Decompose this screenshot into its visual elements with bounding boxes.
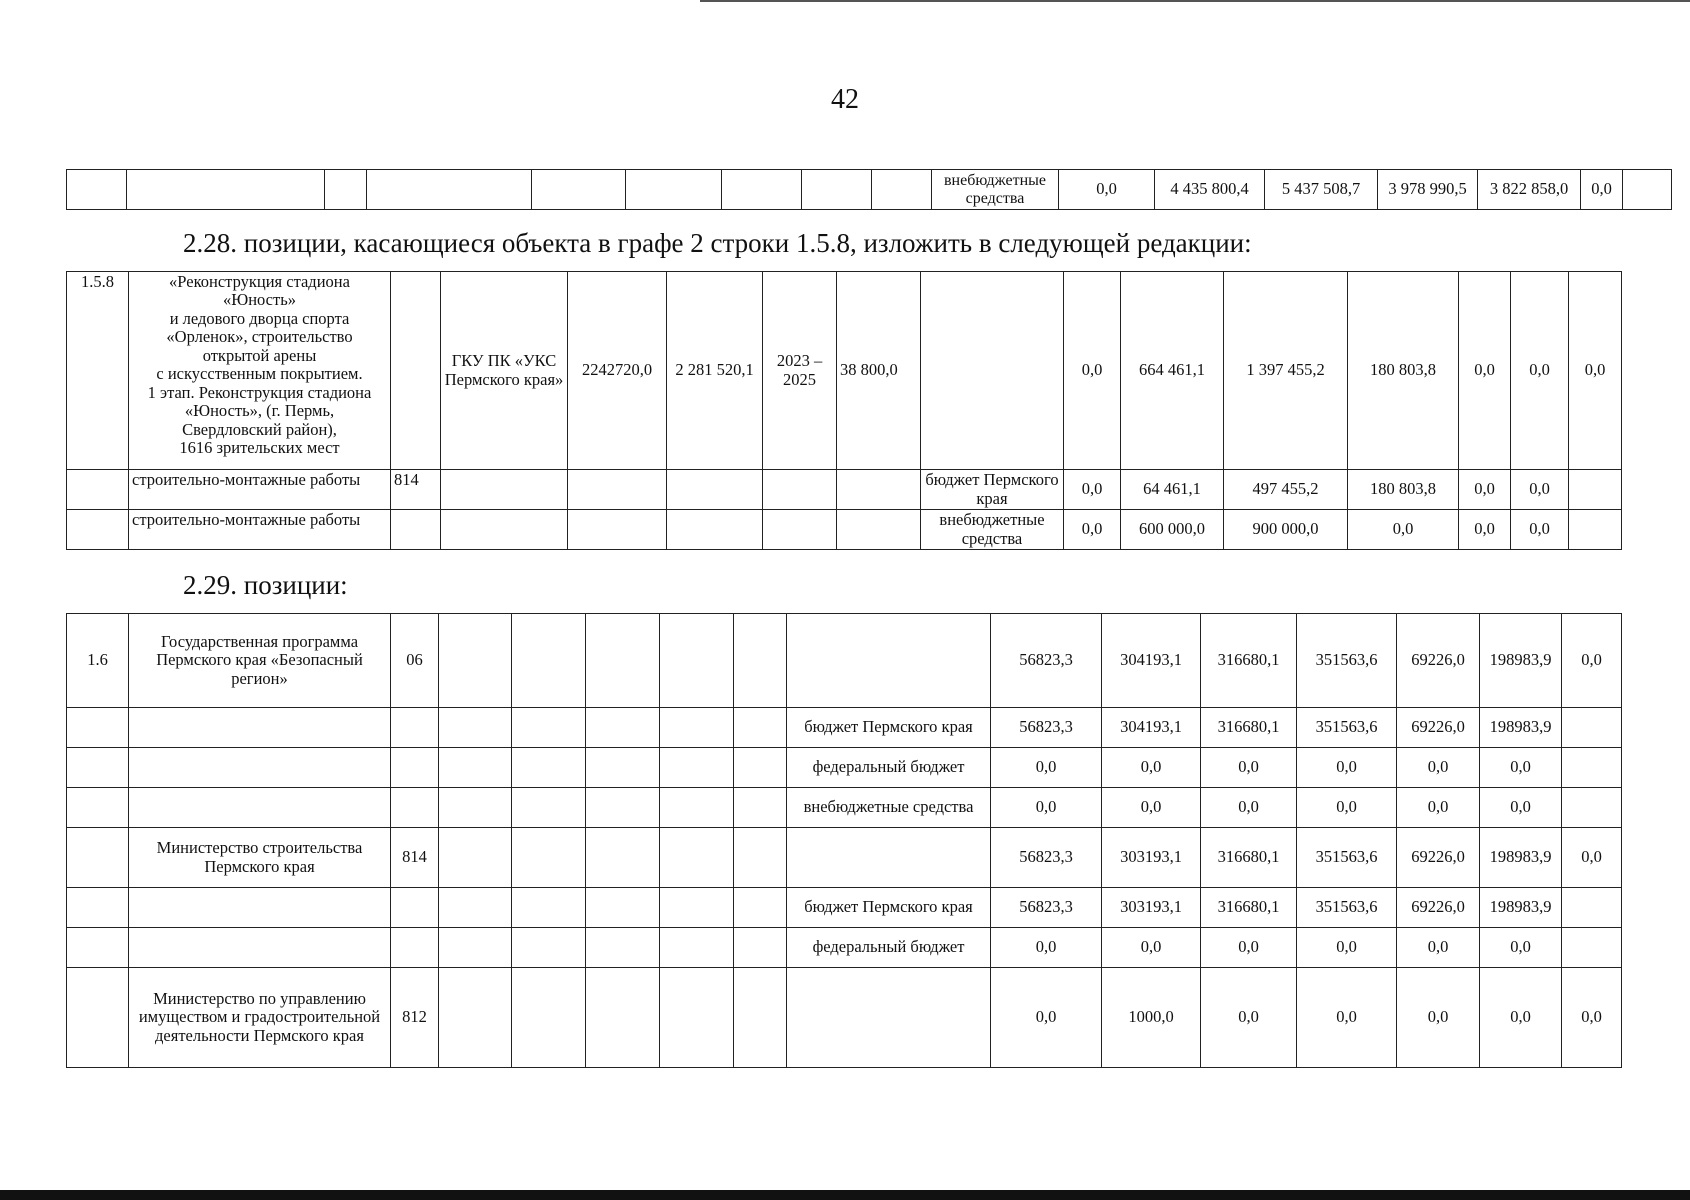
empty-cell (660, 708, 734, 748)
empty-cell (512, 928, 586, 968)
value-cell: 351563,6 (1297, 708, 1397, 748)
object-sub-row (67, 470, 1622, 510)
value-cell: 0,0 (1397, 968, 1480, 1068)
empty-cell (586, 888, 660, 928)
page-number: 42 (831, 84, 859, 115)
empty-cell (660, 748, 734, 788)
value-cell: 0,0 (991, 748, 1102, 788)
estimated-cost: 2242720,0 (568, 272, 667, 470)
value-cell: 351563,6 (1297, 888, 1397, 928)
scan-edge (0, 1190, 1690, 1200)
value-cell: 303193,1 (1102, 828, 1201, 888)
budget-code (391, 788, 439, 828)
funding-source: бюджет Пермского края (787, 708, 991, 748)
value-cell: 497 455,2 (1224, 470, 1348, 510)
empty-cell (660, 968, 734, 1068)
value-cell: 56823,3 (991, 828, 1102, 888)
empty-cell (586, 968, 660, 1068)
value-cell: 5 437 508,7 (1265, 170, 1378, 210)
value-cell: 0,0 (1511, 470, 1569, 510)
value-cell: 0,0 (1064, 272, 1121, 470)
program-row (67, 614, 1622, 708)
object-table-1-5-8 (66, 271, 1622, 550)
value-cell: 69226,0 (1397, 614, 1480, 708)
object-name-line: с искусственным покрытием. (156, 364, 363, 384)
value-cell: 0,0 (1562, 968, 1622, 1068)
section-heading-2-28: 2.28. позиции, касающиеся объекта в графе 2 строки 1.5.8, изложить в следующей редакции: (183, 228, 1252, 258)
empty-cell (439, 748, 512, 788)
object-name (129, 272, 391, 470)
value-cell (802, 170, 872, 210)
value-cell: 0,0 (1102, 928, 1201, 968)
row-number (67, 928, 129, 968)
value-cell (1562, 748, 1622, 788)
empty-cell (660, 828, 734, 888)
value-cell: 316680,1 (1201, 888, 1297, 928)
value-cell: 0,0 (1459, 272, 1511, 470)
value-cell: 69226,0 (1397, 708, 1480, 748)
object-name-line: «Реконструкция стадиона (169, 272, 350, 291)
empty-cell (439, 788, 512, 828)
row-number (67, 888, 129, 928)
program-row (67, 928, 1622, 968)
value-cell: 304193,1 (1102, 614, 1201, 708)
budget-code (391, 928, 439, 968)
object-main-row (67, 272, 1622, 470)
budget-code: 814 (391, 470, 441, 510)
top-rule (700, 0, 1690, 2)
empty-cell (512, 828, 586, 888)
value-cell: 0,0 (1201, 928, 1297, 968)
object-name-line: Свердловский район), (182, 419, 337, 439)
value-cell: 0,0 (991, 968, 1102, 1068)
value-cell: 600 000,0 (1121, 510, 1224, 550)
empty-cell (441, 510, 568, 550)
object-name-line: «Юность» (222, 290, 296, 310)
row-number (67, 788, 129, 828)
empty-cell (512, 748, 586, 788)
funding-source: внебюджетные средства (921, 510, 1064, 550)
value-cell (532, 170, 626, 210)
value-cell: 0,0 (1480, 968, 1562, 1068)
empty-cell (734, 828, 787, 888)
value-cell: 0,0 (1297, 928, 1397, 968)
empty-cell (734, 708, 787, 748)
value-cell: 1000,0 (1102, 968, 1201, 1068)
row-number (67, 828, 129, 888)
empty-cell (660, 788, 734, 828)
empty-cell (439, 928, 512, 968)
empty-cell (667, 470, 763, 510)
executor: ГКУ ПК «УКС Пермского края» (441, 272, 568, 470)
program-name (129, 748, 391, 788)
value-cell: 664 461,1 (1121, 272, 1224, 470)
value-cell: 0,0 (1201, 968, 1297, 1068)
empty-cell (441, 470, 568, 510)
empty-cell (512, 888, 586, 928)
program-row (67, 888, 1622, 928)
funding-source: бюджет Пермского края (787, 888, 991, 928)
value-cell: 0,0 (991, 928, 1102, 968)
empty-cell (586, 614, 660, 708)
value-cell: 180 803,8 (1348, 470, 1459, 510)
program-name: Министерство по управлению имуществом и градостроительной деятельности Пермского края (129, 968, 391, 1068)
value-cell: 56823,3 (991, 708, 1102, 748)
value-cell: 56823,3 (991, 888, 1102, 928)
value-cell: 0,0 (1102, 748, 1201, 788)
value-cell: 64 461,1 (1121, 470, 1224, 510)
period: 2023 – 2025 (763, 272, 837, 470)
value-cell: 0,0 (1297, 788, 1397, 828)
empty-cell (734, 888, 787, 928)
value-cell: 316680,1 (1201, 708, 1297, 748)
value-cell: 0,0 (1511, 272, 1569, 470)
budget-code: 812 (391, 968, 439, 1068)
value-cell: 0,0 (1397, 928, 1480, 968)
value-cell: 0,0 (1059, 170, 1155, 210)
value-cell: 0,0 (1397, 748, 1480, 788)
row-number (67, 968, 129, 1068)
value-cell (1623, 170, 1672, 210)
empty-cell (439, 968, 512, 1068)
value-cell: 198983,9 (1480, 888, 1562, 928)
empty-cell (763, 510, 837, 550)
row-number (67, 470, 129, 510)
funding-source (921, 272, 1064, 470)
program-row (67, 828, 1622, 888)
value-cell: 0,0 (1459, 470, 1511, 510)
previous-value: 38 800,0 (837, 272, 921, 470)
empty-cell (763, 470, 837, 510)
value-cell (127, 170, 325, 210)
empty-cell (512, 788, 586, 828)
program-name: Государственная программа Пермского края «Безопасный регион» (129, 614, 391, 708)
value-cell (872, 170, 932, 210)
value-cell (1562, 788, 1622, 828)
value-cell: 3 822 858,0 (1478, 170, 1581, 210)
empty-cell (586, 828, 660, 888)
value-cell: 3 978 990,5 (1378, 170, 1478, 210)
value-cell: 0,0 (1480, 748, 1562, 788)
value-cell (1562, 928, 1622, 968)
funding-source: бюджет Пермского края (921, 470, 1064, 510)
object-name-line: «Орленок», строительство (166, 327, 353, 347)
empty-cell (586, 788, 660, 828)
value-cell: 0,0 (1480, 928, 1562, 968)
value-cell: 0,0 (1297, 748, 1397, 788)
continuation-row (67, 170, 1672, 210)
value-cell: 0,0 (1459, 510, 1511, 550)
row-number (67, 708, 129, 748)
value-cell: 180 803,8 (1348, 272, 1459, 470)
value-cell: 351563,6 (1297, 828, 1397, 888)
funding-source (787, 828, 991, 888)
total-cost: 2 281 520,1 (667, 272, 763, 470)
value-cell (722, 170, 802, 210)
value-cell: 0,0 (1480, 788, 1562, 828)
value-cell: 69226,0 (1397, 828, 1480, 888)
object-name-line: «Юность», (г. Пермь, (184, 401, 335, 421)
value-cell: 0,0 (1511, 510, 1569, 550)
empty-cell (837, 470, 921, 510)
empty-cell (568, 470, 667, 510)
funding-source: внебюджетные средства (787, 788, 991, 828)
budget-code: 06 (391, 614, 439, 708)
row-number: 1.6 (67, 614, 129, 708)
value-cell (1562, 888, 1622, 928)
value-cell (1569, 510, 1622, 550)
value-cell: 0,0 (1562, 614, 1622, 708)
budget-code (391, 510, 441, 550)
value-cell: 56823,3 (991, 614, 1102, 708)
value-cell: 351563,6 (1297, 614, 1397, 708)
value-cell (367, 170, 532, 210)
object-name-line: открытой арены (202, 345, 317, 365)
row-number (67, 510, 129, 550)
value-cell (325, 170, 367, 210)
empty-cell (734, 788, 787, 828)
program-name (129, 708, 391, 748)
value-cell: 0,0 (991, 788, 1102, 828)
empty-cell (512, 968, 586, 1068)
funding-source (787, 968, 991, 1068)
row-number (67, 748, 129, 788)
program-row (67, 748, 1622, 788)
empty-cell (734, 928, 787, 968)
empty-cell (439, 888, 512, 928)
value-cell: 1 397 455,2 (1224, 272, 1348, 470)
funding-source: внебюджетные средства (932, 170, 1059, 210)
empty-cell (512, 614, 586, 708)
value-cell: 316680,1 (1201, 828, 1297, 888)
budget-code: 814 (391, 828, 439, 888)
value-cell (1569, 470, 1622, 510)
value-cell (1562, 708, 1622, 748)
empty-cell (586, 748, 660, 788)
object-name-line: 1616 зрительских мест (179, 438, 340, 458)
value-cell: 0,0 (1201, 788, 1297, 828)
empty-cell (660, 888, 734, 928)
value-cell: 0,0 (1102, 788, 1201, 828)
empty-cell (734, 968, 787, 1068)
value-cell: 304193,1 (1102, 708, 1201, 748)
funding-source (787, 614, 991, 708)
empty-cell (660, 614, 734, 708)
value-cell: 0,0 (1297, 968, 1397, 1068)
empty-cell (586, 928, 660, 968)
value-cell: 198983,9 (1480, 708, 1562, 748)
object-name-line: 1 этап. Реконструкция стадиона (147, 382, 372, 402)
empty-cell (439, 828, 512, 888)
empty-cell (734, 748, 787, 788)
program-row (67, 968, 1622, 1068)
empty-cell (660, 928, 734, 968)
object-name-line: и ледового дворца спорта (169, 308, 350, 328)
empty-cell (586, 708, 660, 748)
value-cell: 316680,1 (1201, 614, 1297, 708)
program-name: Министерство строительства Пермского края (129, 828, 391, 888)
work-type: строительно-монтажные работы (129, 470, 391, 510)
program-name (129, 888, 391, 928)
work-type: строительно-монтажные работы (129, 510, 391, 550)
budget-code (391, 888, 439, 928)
value-cell: 0,0 (1201, 748, 1297, 788)
value-cell: 0,0 (1348, 510, 1459, 550)
value-cell (67, 170, 127, 210)
empty-cell (837, 510, 921, 550)
empty-cell (667, 510, 763, 550)
object-sub-row (67, 510, 1622, 550)
value-cell: 0,0 (1581, 170, 1623, 210)
funding-source: федеральный бюджет (787, 748, 991, 788)
value-cell: 0,0 (1064, 470, 1121, 510)
budget-code (391, 272, 441, 470)
value-cell: 0,0 (1562, 828, 1622, 888)
value-cell: 0,0 (1397, 788, 1480, 828)
budget-code (391, 748, 439, 788)
program-table-1-6 (66, 613, 1622, 1068)
program-row (67, 788, 1622, 828)
empty-cell (512, 708, 586, 748)
empty-cell (439, 708, 512, 748)
value-cell: 198983,9 (1480, 828, 1562, 888)
value-cell: 0,0 (1064, 510, 1121, 550)
empty-cell (734, 614, 787, 708)
value-cell (626, 170, 722, 210)
program-row (67, 708, 1622, 748)
value-cell: 900 000,0 (1224, 510, 1348, 550)
value-cell: 303193,1 (1102, 888, 1201, 928)
value-cell: 198983,9 (1480, 614, 1562, 708)
empty-cell (439, 614, 512, 708)
empty-cell (568, 510, 667, 550)
value-cell: 4 435 800,4 (1155, 170, 1265, 210)
row-number: 1.5.8 (67, 272, 129, 470)
value-cell: 0,0 (1569, 272, 1622, 470)
value-cell: 69226,0 (1397, 888, 1480, 928)
program-name (129, 788, 391, 828)
section-heading-2-29: 2.29. позиции: (183, 570, 348, 600)
continuation-table (66, 169, 1672, 210)
funding-source: федеральный бюджет (787, 928, 991, 968)
budget-code (391, 708, 439, 748)
program-name (129, 928, 391, 968)
